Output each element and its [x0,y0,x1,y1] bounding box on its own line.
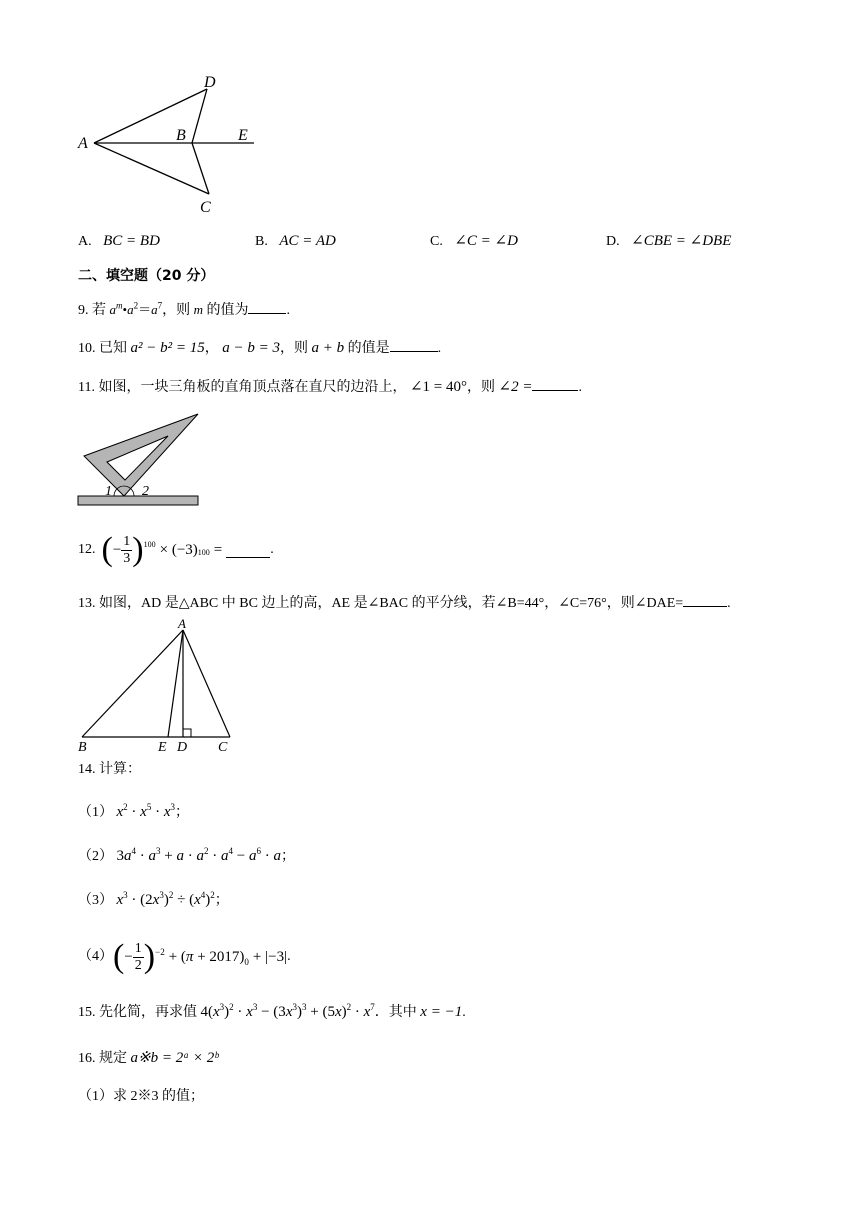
q11-mid: ，则 [467,380,496,395]
option-letter: A. [78,234,92,249]
part-end: ； [214,893,229,908]
q16-definition: a※b = 2ᵃ × 2ᵇ [130,1050,219,1066]
exp-2: 2 [133,300,139,311]
q10-post: 的值是 [347,341,390,356]
part-expr: $x^2 \cdot x^5 \cdot x^3$ [116,802,176,820]
question-12 [78,526,274,574]
triangle-ruler-figure [76,410,206,510]
denominator: 3 [123,550,131,566]
exp-7: 7 [157,300,163,311]
part-expr: ( − $\frac{1}{2}$ ) −2 + (π + 2017) 0 + |−3| [113,938,288,975]
part-end: . [287,949,291,964]
q9-post: 的值为 [206,303,249,318]
option-expr: AC = AD [279,233,336,249]
q15-expr: $4(x^3)^2 \cdot x^3 - (3x^3)^3 + (5x)^2 \cdot x^7$ [200,1002,375,1020]
times-term: × (−3) [159,542,198,558]
question-13 [78,592,731,614]
part-label: （2） [78,849,113,864]
period: . [437,341,442,356]
part-end: ； [175,805,190,820]
period: . [727,596,731,611]
question-number: 9. [78,303,89,318]
period: . [270,542,274,557]
var-m: m [193,302,203,317]
question-number: 11. [78,380,95,395]
question-14 [78,760,141,780]
line-db [192,89,207,143]
question-number: 14. [78,762,96,777]
part-end: ； [280,849,295,864]
q16-part-1: （1）求 2※3 的值； [78,1089,204,1104]
label-a: A [78,135,88,152]
q16-pre: 规定 [99,1051,127,1066]
exp-m: m [116,300,123,311]
target-expr: a + b [311,340,345,356]
bisector-ae [168,630,183,737]
question-9 [78,299,290,321]
label-a: A [178,616,186,631]
set-square [84,414,198,496]
label-b: B [176,127,186,144]
question-15 [78,1002,466,1023]
angle-2: ∠2 = [498,379,533,395]
exponent-2: 100 [197,548,210,557]
minus: − [112,542,122,558]
q11-text: 如图，一块三角板的直角顶点落在直尺的边沿上， [98,380,407,395]
option-expr: ∠C = ∠D [454,233,518,249]
question-number: 13. [78,596,96,611]
line-bc [192,143,209,194]
q14-part-1 [78,802,189,823]
var-a: a [151,302,158,317]
line-ac [94,143,209,194]
option-letter: C. [430,234,443,249]
q9-mid: ，则 [162,303,191,318]
q14-part-2 [78,846,295,867]
ruler [78,496,198,505]
equation-1: a² − b² = 15 [130,340,205,356]
option-letter: D. [606,234,620,249]
question-11 [78,376,582,398]
q10-pre: 已知 [99,341,127,356]
side-ac [183,630,230,737]
q15-mid: ．其中 [374,1005,417,1020]
option-letter: B. [255,234,268,249]
fraction [121,534,132,567]
var-a: a [109,302,116,317]
answer-blank[interactable] [532,376,578,391]
answer-blank[interactable] [248,299,286,314]
q14-part-4 [78,932,291,982]
part-label: （3） [78,893,113,908]
left-paren: ( [101,531,113,568]
question-number: 16. [78,1051,96,1066]
equation-2: a − b = 3 [222,340,280,356]
part-expr: $3a^4 \cdot a^3 + a \cdot a^2 \cdot a^4 - a^6 \cdot a$ [116,846,281,864]
q13-text: 如图，AD 是△ABC 中 BC 边上的高，AE 是∠BAC 的平分线，若∠B=44°，∠C=76°，则∠DAE= [99,596,684,611]
answer-blank[interactable] [683,592,727,607]
label-c: C [200,199,211,216]
question-16 [78,1048,218,1069]
angle-label-2: 2 [142,484,149,499]
exponent-1: 100 [143,540,156,549]
line-ad [94,89,207,143]
q15-pre: 先化简，再求值 [99,1005,197,1020]
dot: • [122,302,128,317]
option-expr: ∠CBE = ∠DBE [631,233,732,249]
period: . [286,303,290,318]
question-10 [78,337,441,359]
right-paren: ) [132,531,144,568]
question-number: 15. [78,1005,96,1020]
part-expr: $x^3 \cdot (2x^3)^2 \div (x^4)^2$ [116,890,215,908]
side-ab [82,630,183,737]
part-label: （1） [78,805,113,820]
q15-condition: x = −1 [420,1004,463,1020]
triangle-abc-figure [74,615,244,755]
label-d: D [177,740,188,755]
equals: ＝ [138,302,152,317]
period: . [462,1005,466,1020]
q10-mid: ，则 [280,341,308,356]
q14-title: 计算： [99,762,141,777]
option-c[interactable] [430,231,518,252]
q9-pre: 若 [92,303,106,318]
option-d[interactable] [606,231,731,252]
arrow-figure [74,72,274,217]
separator: ， [204,341,219,356]
angle-label-1: 1 [105,484,112,499]
var-a: a [127,302,134,317]
label-d: D [204,74,216,91]
section-title: 二、填空题（20 分） [78,268,215,284]
numerator: 1 [123,533,131,549]
question-number: 10. [78,341,96,356]
right-angle-mark [183,729,191,737]
part-label: （4） [78,949,113,964]
option-a[interactable] [78,231,160,252]
label-c: C [218,740,228,755]
answer-blank[interactable] [226,543,270,558]
option-expr: BC = BD [103,233,160,249]
q14-part-3 [78,890,229,911]
label-e: E [238,127,248,144]
period: . [578,380,582,395]
label-e: E [158,740,167,755]
question-number: 12. [78,542,96,557]
label-b: B [78,740,87,755]
answer-blank[interactable] [390,337,438,352]
option-b[interactable] [255,231,336,252]
equals: = [213,542,223,558]
angle-1: ∠1 = 40° [409,379,468,395]
